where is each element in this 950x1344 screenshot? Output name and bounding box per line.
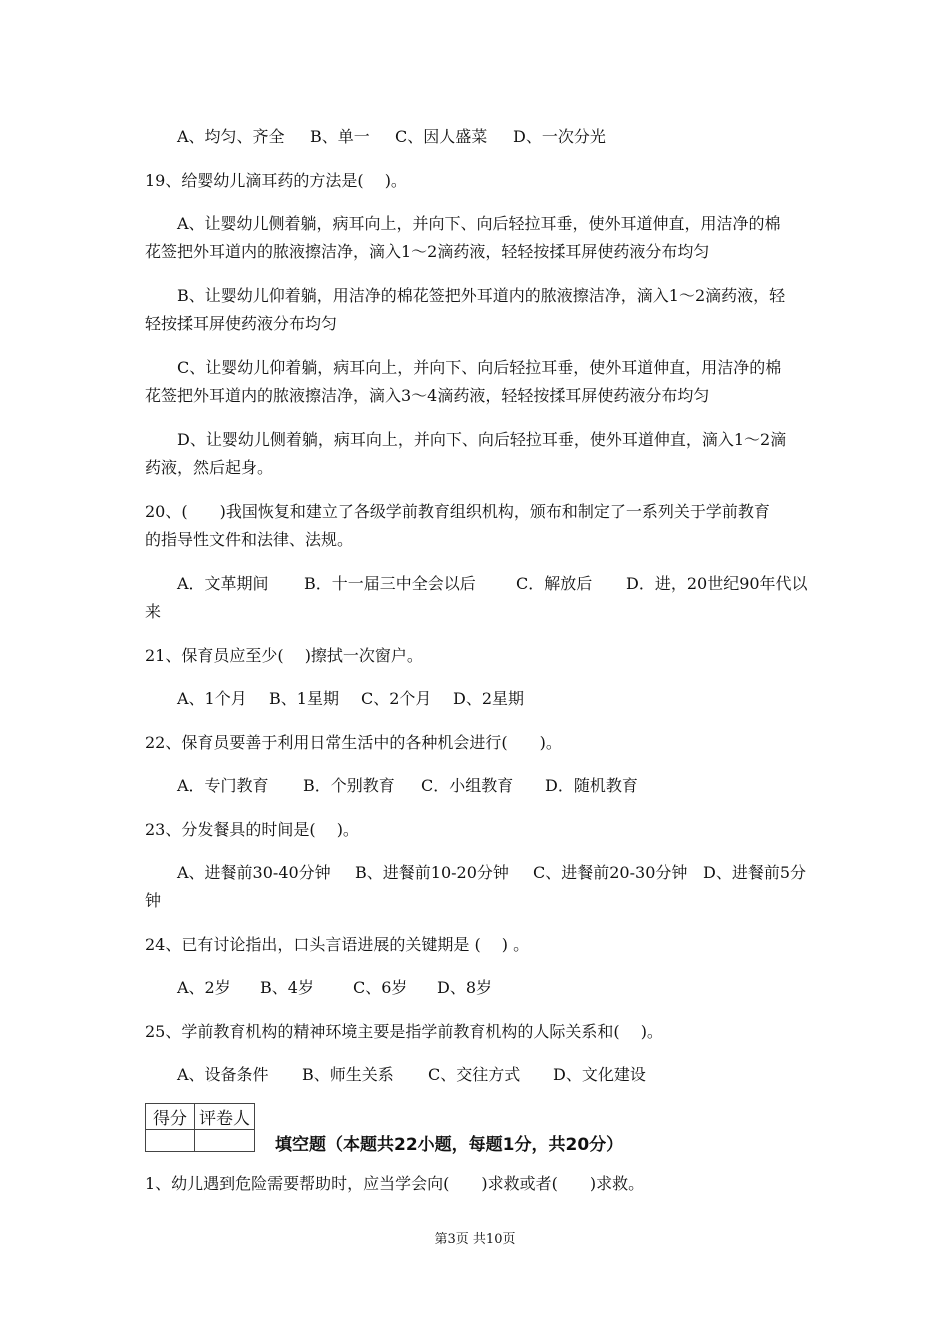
- question-24-stem: 24、已有讨论指出，口头言语进展的关键期是 ( ) 。: [145, 935, 530, 954]
- option-d: D、文化建设: [553, 1065, 646, 1084]
- question-21-stem: 21、保育员应至少( )擦拭一次窗户。: [145, 646, 423, 665]
- q19-option-d-line1: D、让婴幼儿侧着躺，病耳向上，并向下、向后轻拉耳垂，使外耳道伸直，滴入1～2滴: [177, 430, 787, 449]
- option-b: B．十一届三中全会以后: [304, 574, 476, 593]
- option-b: B、师生关系: [302, 1065, 394, 1084]
- option-b: B、1星期: [269, 689, 339, 708]
- q20-options: [177, 574, 810, 594]
- q24-options: [177, 978, 810, 998]
- q19-option-d-line2: 药液，然后起身。: [145, 458, 274, 477]
- score-cell[interactable]: [146, 1130, 195, 1152]
- option-b: B．个别教育: [303, 776, 395, 795]
- option-d: D、进餐前5分: [703, 863, 807, 882]
- option-d: D、一次分光: [513, 127, 606, 146]
- question-20-stem-line2: 的指导性文件和法律、法规。: [145, 530, 354, 549]
- option-a: A、均匀、齐全: [177, 127, 285, 146]
- option-b: B、4岁: [260, 978, 314, 997]
- option-a: A、进餐前30-40分钟: [177, 863, 331, 882]
- option-a: A．文革期间: [177, 574, 269, 593]
- q22-options: [177, 776, 810, 796]
- q19-option-c-line2: 花签把外耳道内的脓液擦洁净，滴入3～4滴药液，轻轻按揉耳屏使药液分布均匀: [145, 386, 710, 405]
- q21-options: [177, 689, 810, 709]
- section-title: 填空题（本题共22小题，每题1分，共20分）: [275, 1135, 624, 1155]
- option-c: C．解放后: [516, 574, 593, 593]
- option-d: D、8岁: [437, 978, 493, 997]
- score-table: [145, 1103, 255, 1152]
- grader-cell[interactable]: [195, 1130, 255, 1152]
- question-19-stem: 19、给婴幼儿滴耳药的方法是( )。: [145, 171, 407, 190]
- option-a: A、设备条件: [177, 1065, 269, 1084]
- option-c: C、2个月: [361, 689, 432, 708]
- option-a: A、2岁: [177, 978, 231, 997]
- question-25-stem: 25、学前教育机构的精神环境主要是指学前教育机构的人际关系和( )。: [145, 1022, 663, 1041]
- q19-option-c-line1: C、让婴幼儿仰着躺，病耳向上，并向下、向后轻拉耳垂，使外耳道伸直，用洁净的棉: [177, 358, 782, 377]
- option-b: B、进餐前10-20分钟: [355, 863, 509, 882]
- q19-option-a-line2: 花签把外耳道内的脓液擦洁净，滴入1～2滴药液，轻轻按揉耳屏使药液分布均匀: [145, 242, 710, 261]
- option-c: C、因人盛菜: [395, 127, 488, 146]
- option-a: A．专门教育: [177, 776, 269, 795]
- q20-options-line2: 来: [145, 602, 162, 621]
- q23-options: [177, 863, 810, 883]
- q19-option-b-line2: 轻按揉耳屏使药液分布均匀: [145, 314, 338, 333]
- option-d: D．随机教育: [545, 776, 638, 795]
- fill-question-1: 1、幼儿遇到危险需要帮助时，应当学会向( )求救或者( )求救。: [145, 1174, 645, 1193]
- option-c: C、交往方式: [428, 1065, 521, 1084]
- option-c: C、进餐前20-30分钟: [533, 863, 688, 882]
- option-a: A、1个月: [177, 689, 247, 708]
- grader-header: 评卷人: [195, 1104, 255, 1130]
- option-b: B、单一: [310, 127, 370, 146]
- page-footer: 第3页 共10页: [434, 1232, 516, 1247]
- option-d: D、2星期: [453, 689, 525, 708]
- option-c: C、6岁: [353, 978, 408, 997]
- q18-options: [177, 127, 810, 147]
- question-23-stem: 23、分发餐具的时间是( )。: [145, 820, 359, 839]
- q25-options: [177, 1065, 810, 1085]
- score-header: 得分: [146, 1104, 195, 1130]
- q19-option-a-line1: A、让婴幼儿侧着躺，病耳向上，并向下、向后轻拉耳垂，使外耳道伸直，用洁净的棉: [177, 214, 781, 233]
- q23-options-line2: 钟: [145, 891, 162, 910]
- question-20-stem-line1: 20、( )我国恢复和建立了各级学前教育组织机构，颁布和制定了一系列关于学前教育: [145, 502, 770, 521]
- q19-option-b-line1: B、让婴幼儿仰着躺，用洁净的棉花签把外耳道内的脓液擦洁净，滴入1～2滴药液，轻: [177, 286, 786, 305]
- question-22-stem: 22、保育员要善于利用日常生活中的各种机会进行( )。: [145, 733, 562, 752]
- option-d: D．进，20世纪90年代以: [626, 574, 808, 593]
- option-c: C．小组教育: [421, 776, 514, 795]
